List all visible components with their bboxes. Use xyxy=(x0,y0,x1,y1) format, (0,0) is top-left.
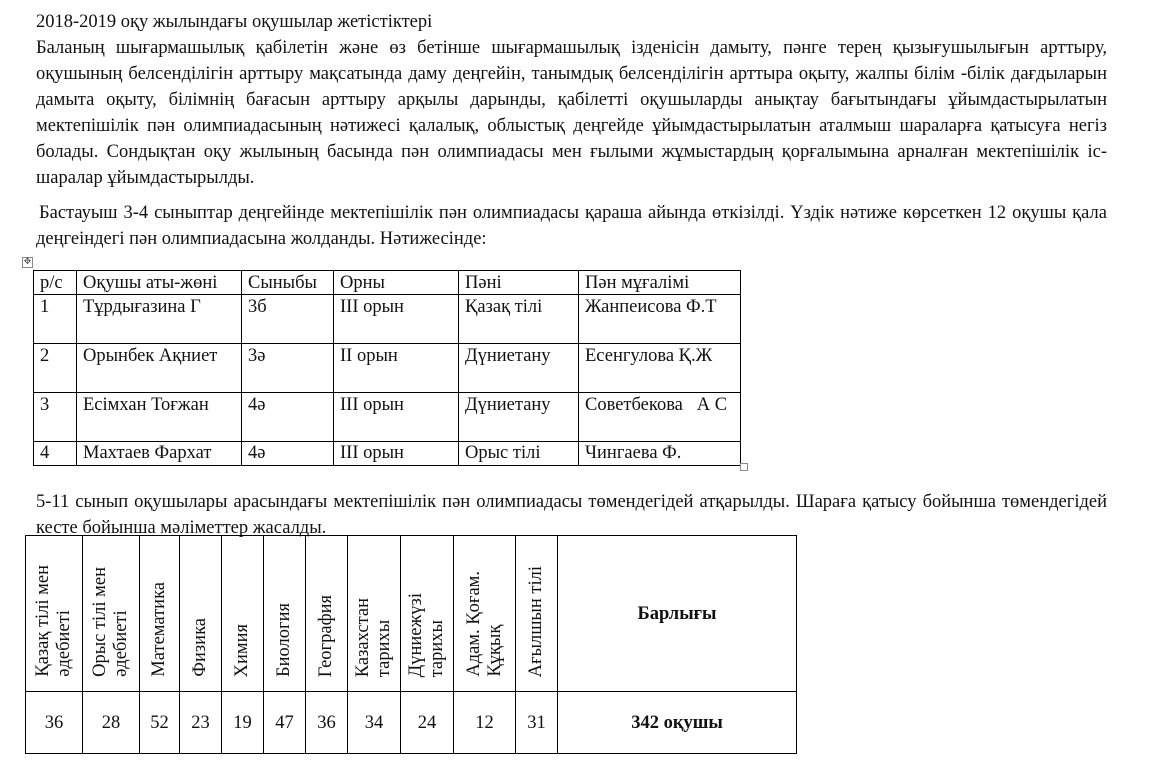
table-cell: Дүниетану xyxy=(459,344,579,393)
subject-header-cell xyxy=(26,536,83,692)
subject-header-cell xyxy=(454,536,516,692)
header-cell-class: Сыныбы xyxy=(242,271,334,295)
count-cell: 19 xyxy=(222,692,264,754)
total-header-cell: Барлығы xyxy=(558,536,797,692)
subject-label: Биология xyxy=(274,602,294,677)
table-cell: ІІ орын xyxy=(334,344,459,393)
subject-label: Химия xyxy=(232,623,252,677)
intro-paragraph: Баланың шығармашылық қабілетін және өз бетінше шығармашылық ізденісін дамыту, пәнге терең қызығушылығын арттыру, оқушының белсенділігін арттыру мақсатында даму деңгейін, танымдық белсенділігін арттыра оқыту, жалпы білім -білік дағдыларын дамыта оқыту, білімнің бағасын арттыру арқылы дарынды, қабілетті оқушыларды анықтау бағытындағы ұйымдастырылатын мектепішілік пән олимпиадасының нәтижесі қалалық, облыстық деңгейде ұйымдастырылатын аталмыш шараларға қатысуға негіз болады. Сондықтан оқу жылының басында пән олимпиадасы мен ғылыми жұмыстардың қорғалымына арналған мектепішілік іс-шаралар ұйымдастырылды. xyxy=(36,38,1107,188)
table-cell: Дүниетану xyxy=(459,393,579,442)
count-cell: 23 xyxy=(180,692,222,754)
table-cell: 1 xyxy=(34,295,77,344)
primary-olympiad-paragraph: Бастауыш 3-4 сыныптар деңгейінде мектепішілік пән олимпиадасы қараша айында өткізілді. Үздік нәтиже көрсеткен 12 оқушы қала деңгеіндегі пән олимпиадасына жолданды. Нәтижесінде: xyxy=(36,203,1107,249)
table-cell: Есенгулова Қ.Ж xyxy=(579,344,741,393)
count-cell: 47 xyxy=(264,692,306,754)
table-row xyxy=(34,442,741,466)
subject-label: Математика xyxy=(149,582,169,677)
document-title: 2018-2019 оқу жылындағы оқушылар жетістіктері xyxy=(36,12,433,32)
table-cell: 2 xyxy=(34,344,77,393)
table-cell: 4 xyxy=(34,442,77,466)
table-cell: 3 xyxy=(34,393,77,442)
table-cell: Қазақ тілі xyxy=(459,295,579,344)
table-resize-handle[interactable] xyxy=(740,463,748,471)
count-cell: 36 xyxy=(26,692,83,754)
table-cell: Орыс тілі xyxy=(459,442,579,466)
subject-header-cell xyxy=(140,536,180,692)
subject-header-cell xyxy=(401,536,454,692)
table-cell: Махтаев Фархат xyxy=(77,442,242,466)
header-cell-teacher: Пән мұғалімі xyxy=(579,271,741,295)
count-cell: 34 xyxy=(348,692,401,754)
subject-header-cell xyxy=(222,536,264,692)
count-cell: 12 xyxy=(454,692,516,754)
subjects-header-row xyxy=(26,536,797,692)
table-header-row xyxy=(34,271,741,295)
table-cell: ІІІ орын xyxy=(334,295,459,344)
subject-label: Адам. Қоғам. Құқық xyxy=(463,571,505,677)
table-cell: Есімхан Тоғжан xyxy=(77,393,242,442)
subject-label: Казахстан тарихы xyxy=(353,597,394,677)
header-cell-number: р/с xyxy=(34,271,77,295)
subject-header-cell xyxy=(83,536,140,692)
header-cell-student: Оқушы аты-жөні xyxy=(77,271,242,295)
subject-label: Ағылшын тілі xyxy=(526,565,546,677)
count-cell: 31 xyxy=(516,692,558,754)
table-cell: 4ә xyxy=(242,442,334,466)
subject-header-cell xyxy=(306,536,348,692)
count-cell: 52 xyxy=(140,692,180,754)
table-row xyxy=(34,344,741,393)
table-cell: ІІІ орын xyxy=(334,393,459,442)
table-cell: Орынбек Ақниет xyxy=(77,344,242,393)
subject-header-cell xyxy=(264,536,306,692)
header-cell-place: Орны xyxy=(334,271,459,295)
table-cell: 3ә xyxy=(242,344,334,393)
table-cell: Советбекова А С xyxy=(579,393,741,442)
subject-header-cell xyxy=(516,536,558,692)
count-cell: 24 xyxy=(401,692,454,754)
table-cell: Жанпеисова Ф.Т xyxy=(579,295,741,344)
subject-label: География xyxy=(316,594,336,677)
table-cell: 3б xyxy=(242,295,334,344)
table-cell: 4ә xyxy=(242,393,334,442)
subject-label: Дүниежүзі тарихы xyxy=(406,592,447,677)
table-cell: Тұрдығазина Г xyxy=(77,295,242,344)
total-count-cell: 342 оқушы xyxy=(558,692,797,754)
winners-table xyxy=(33,270,741,466)
subject-header-cell xyxy=(180,536,222,692)
table-move-handle-icon[interactable]: ✥ xyxy=(23,257,32,267)
senior-olympiad-paragraph: 5-11 сынып оқушылары арасындағы мектепішілік пән олимпиадасы төмендегідей атқарылды. Шараға қатысу бойынша төмендегідей кесте бойынша мәліметтер жасалды. xyxy=(36,492,1107,538)
subject-label: Орыс тілі мен әдебиеті xyxy=(90,567,131,677)
table-row xyxy=(34,393,741,442)
table-cell: ІІІ орын xyxy=(334,442,459,466)
subject-label: Физика xyxy=(190,618,210,677)
counts-row xyxy=(26,692,797,754)
table-row xyxy=(34,295,741,344)
count-cell: 28 xyxy=(83,692,140,754)
participation-table xyxy=(25,535,797,754)
table-cell: Чингаева Ф. xyxy=(579,442,741,466)
header-cell-subject: Пәні xyxy=(459,271,579,295)
subject-label: Қазақ тілі мен әдебиеті xyxy=(33,565,74,677)
count-cell: 36 xyxy=(306,692,348,754)
subject-header-cell xyxy=(348,536,401,692)
